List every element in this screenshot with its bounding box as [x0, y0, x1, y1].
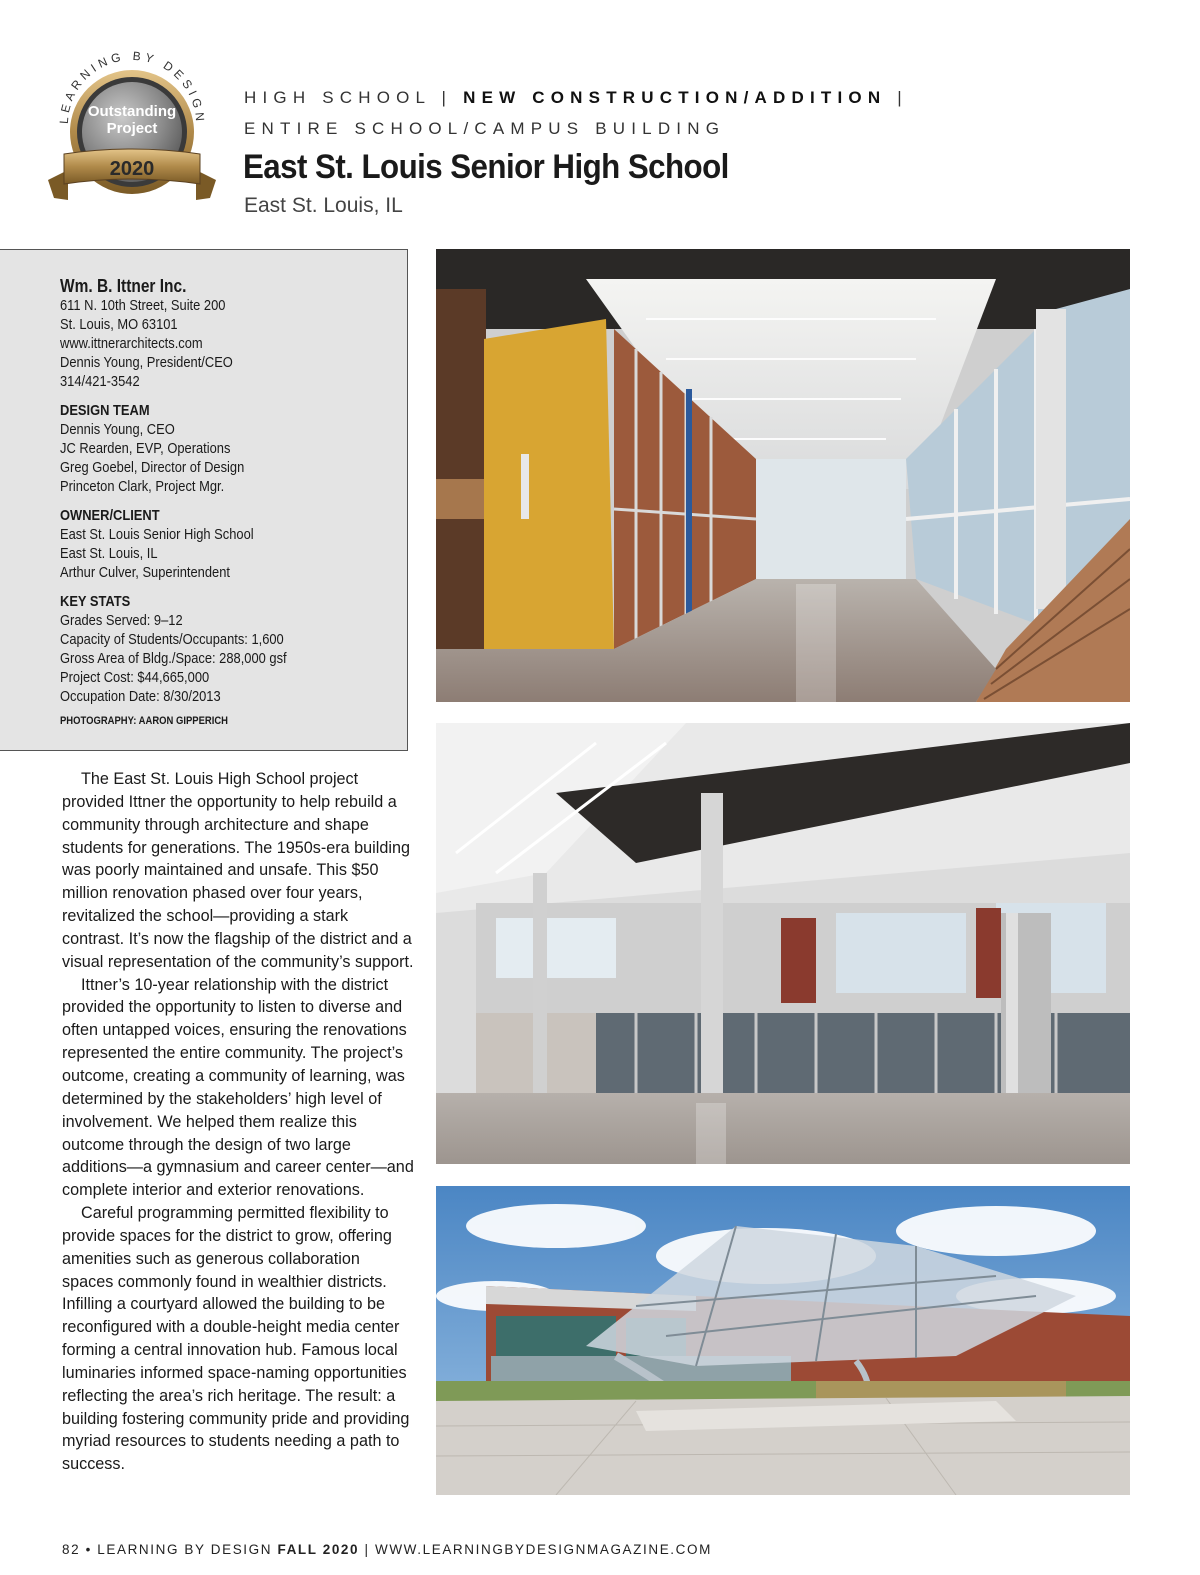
article-paragraph: The East St. Louis High School project provided Ittner the opportunity to help rebuild a community through architecture and shape students for generations. The 1950s-era building was poorly maintained and unsafe. This $50 million renovation phased over four years, revitalized the school—providing a stark contrast. It’s now the flagship of the district and a visual representation of the community’s support. [62, 770, 414, 971]
design-team-member: Greg Goebel, Director of Design [60, 459, 245, 476]
project-info-box [0, 249, 408, 751]
category-type: NEW CONSTRUCTION/ADDITION [463, 88, 887, 107]
page-number: 82 [62, 1542, 81, 1557]
magazine-name: LEARNING BY DESIGN [97, 1542, 273, 1557]
category-line [244, 88, 908, 108]
page-title: East St. Louis Senior High School [243, 148, 729, 186]
photo-commons-interior [436, 723, 1130, 1164]
category-separator: | [441, 88, 453, 107]
badge-year: 2020 [109, 158, 155, 180]
design-team-member: Princeton Clark, Project Mgr. [60, 478, 225, 495]
key-stat: Grades Served: 9–12 [60, 612, 183, 629]
firm-phone: 314/421-3542 [60, 373, 140, 390]
firm-contact: Dennis Young, President/CEO [60, 354, 233, 371]
category-level: HIGH SCHOOL [244, 88, 431, 107]
photo-exterior-canopy [436, 1186, 1130, 1495]
footer-separator: | [364, 1542, 370, 1557]
key-stat: Capacity of Students/Occupants: 1,600 [60, 631, 284, 648]
firm-address-line: St. Louis, MO 63101 [60, 316, 178, 333]
design-team-heading: DESIGN TEAM [60, 402, 150, 419]
outstanding-project-badge [40, 32, 220, 212]
design-team-member: Dennis Young, CEO [60, 421, 175, 438]
owner-line: Arthur Culver, Superintendent [60, 564, 230, 581]
photo-credit: PHOTOGRAPHY: AARON GIPPERICH [60, 715, 229, 727]
key-stat: Occupation Date: 8/30/2013 [60, 688, 221, 705]
footer-bullet: • [85, 1542, 92, 1557]
key-stats-heading: KEY STATS [60, 593, 131, 610]
article-paragraph: Ittner’s 10-year relationship with the district provided the opportunity to listen to diverse and often untapped voices, ensuring the renovations represented the entire community. The project’s outcome, creating a community of learning, was determined by the stakeholders’ high level of involvement. We helped them realize this outcome through the design of two large additions—a gymnasium and career center—and complete interior and exterior renovations. [62, 975, 414, 1200]
owner-heading: OWNER/CLIENT [60, 507, 160, 524]
design-team-member: JC Rearden, EVP, Operations [60, 440, 231, 457]
category-separator-2: | [897, 88, 908, 107]
project-location: East St. Louis, IL [244, 194, 403, 217]
badge-arc-text: LEARNING BY DESIGN [56, 48, 208, 126]
owner-line: East St. Louis Senior High School [60, 526, 254, 543]
key-stat: Gross Area of Bldg./Space: 288,000 gsf [60, 650, 287, 667]
magazine-url[interactable]: WWW.LEARNINGBYDESIGNMAGAZINE.COM [374, 1542, 712, 1557]
article-body [62, 768, 414, 1476]
key-stat: Project Cost: $44,665,000 [60, 669, 210, 686]
firm-address-line: 611 N. 10th Street, Suite 200 [60, 297, 226, 314]
firm-name: Wm. B. Ittner Inc. [60, 276, 187, 296]
page-footer [62, 1542, 712, 1557]
photo-atrium-corridor [436, 249, 1130, 702]
firm-website[interactable]: www.ittnerarchitects.com [60, 335, 203, 352]
owner-line: East St. Louis, IL [60, 545, 158, 562]
article-paragraph: Careful programming permitted flexibility to provide spaces for the district to grow, offering amenities such as generous collaboration spaces commonly found in wealthier districts. Infilling a courtyard allowed the building to be reconfigured with a double-height media center forming a central innovation hub. Famous local luminaries informed space-naming opportunities reflecting the area’s rich heritage. The result: a building fostering community pride and providing myriad resources to students needing a path to success. [62, 1204, 410, 1474]
category-sub: ENTIRE SCHOOL/CAMPUS BUILDING [244, 119, 726, 138]
badge-line1: Outstanding [87, 103, 177, 120]
badge-line2: Project [106, 120, 158, 137]
issue-label: FALL 2020 [277, 1542, 360, 1557]
